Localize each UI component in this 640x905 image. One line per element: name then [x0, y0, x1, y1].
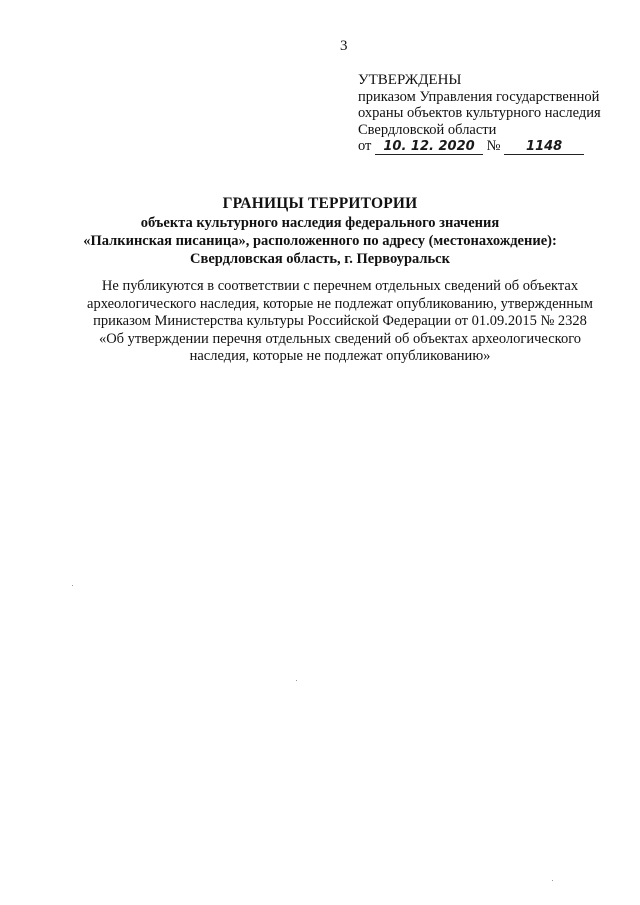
approval-line: охраны объектов культурного наследия — [358, 105, 601, 121]
approval-line: приказом Управления государственной — [358, 88, 600, 105]
scan-speck — [552, 880, 553, 881]
notice-line: приказом Министерства культуры Российской Федерации от 01.09.2015 № 2328 — [93, 313, 587, 329]
notice-line: наследия, которые не подлежат опубликованию» — [189, 348, 491, 364]
title-line: Свердловская область, г. Первоуральск — [190, 251, 450, 267]
approval-line: Свердловской области — [358, 121, 497, 138]
scan-speck — [72, 585, 73, 586]
notice-line: Не публикуются в соответствии с перечнем отдельных сведений об объектах — [101, 278, 579, 294]
title-line: объекта культурного наследия федерального значения — [140, 215, 500, 231]
number-prefix: № — [486, 138, 501, 154]
document-title-block — [0, 194, 640, 268]
handwritten-date: 10. 12. 2020 — [375, 140, 483, 155]
non-publication-notice — [70, 278, 610, 366]
title-line: «Палкинская писаница», расположенного по адресу (местонахождение): — [83, 233, 557, 249]
document-title: ГРАНИЦЫ ТЕРРИТОРИИ — [222, 195, 418, 212]
date-prefix: от — [358, 138, 372, 154]
order-date-number-row — [358, 138, 601, 155]
notice-line: археологического наследия, которые не подлежат опубликованию, утвержденным — [87, 295, 593, 312]
approval-heading: УТВЕРЖДЕНЫ — [358, 72, 462, 88]
scan-speck — [296, 680, 297, 681]
approval-stamp-block — [358, 72, 601, 155]
handwritten-order-number: 1148 — [504, 140, 584, 155]
page-number: 3 — [340, 38, 348, 54]
notice-line: «Об утверждении перечня отдельных сведений об объектах археологического — [98, 330, 582, 347]
